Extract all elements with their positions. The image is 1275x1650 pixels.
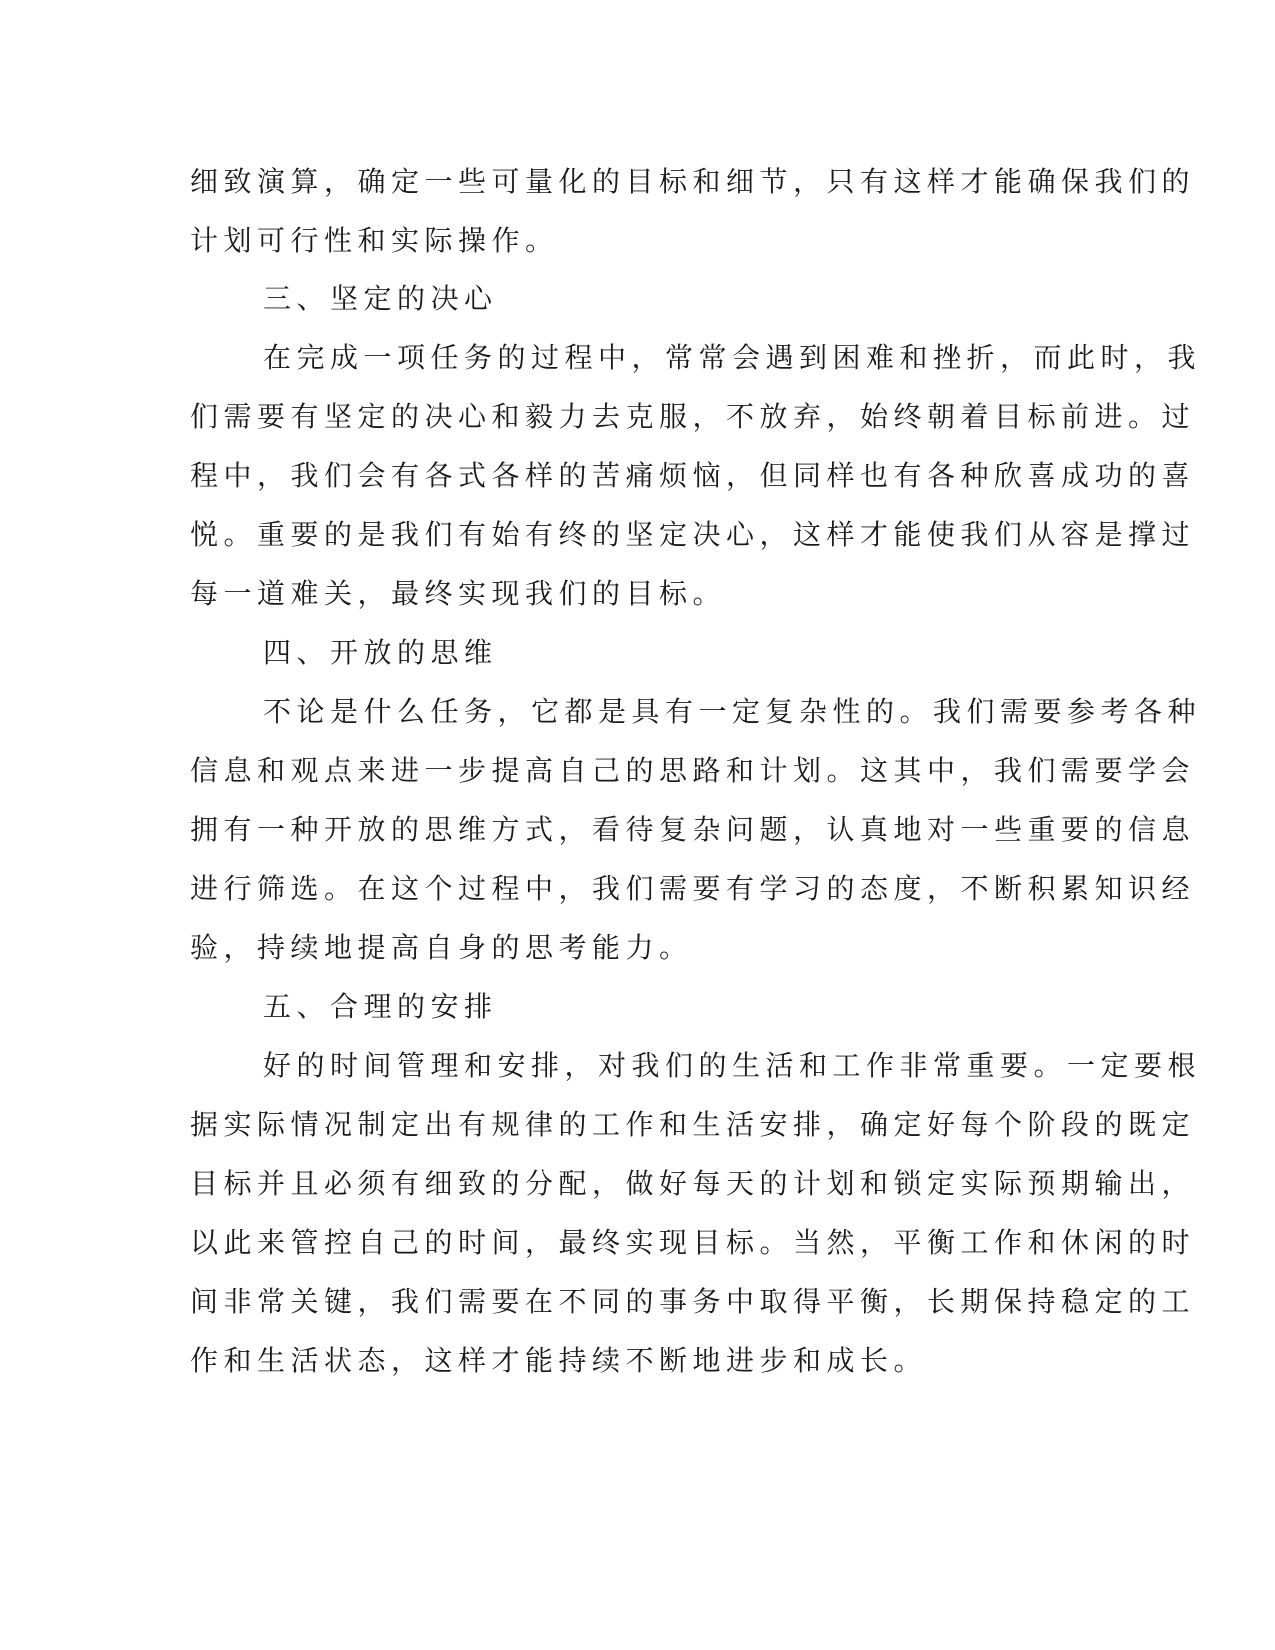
paragraph-line: 拥有一种开放的思维方式，看待复杂问题，认真地对一些重要的信息 bbox=[190, 813, 1196, 846]
paragraph-line: 不论是什么任务，它都是具有一定复杂性的。我们需要参考各种 bbox=[263, 695, 1202, 728]
paragraph-line: 程中，我们会有各式各样的苦痛烦恼，但同样也有各种欣喜成功的喜 bbox=[190, 459, 1196, 492]
paragraph-line: 间非常关键，我们需要在不同的事务中取得平衡，长期保持稳定的工 bbox=[190, 1285, 1196, 1318]
paragraph-line: 每一道难关，最终实现我们的目标。 bbox=[190, 577, 727, 610]
paragraph-line: 们需要有坚定的决心和毅力去克服，不放弃，始终朝着目标前进。过 bbox=[190, 400, 1196, 433]
section-heading-3: 三、坚定的决心 bbox=[263, 282, 498, 315]
paragraph-line: 在完成一项任务的过程中，常常会遇到困难和挫折，而此时，我 bbox=[263, 341, 1202, 374]
paragraph-line: 据实际情况制定出有规律的工作和生活安排，确定好每个阶段的既定 bbox=[190, 1108, 1196, 1141]
paragraph-line: 以此来管控自己的时间，最终实现目标。当然，平衡工作和休闲的时 bbox=[190, 1226, 1196, 1259]
section-heading-5: 五、合理的安排 bbox=[263, 990, 498, 1023]
paragraph-line: 好的时间管理和安排，对我们的生活和工作非常重要。一定要根 bbox=[263, 1049, 1202, 1082]
paragraph-line: 信息和观点来进一步提高自己的思路和计划。这其中，我们需要学会 bbox=[190, 754, 1196, 787]
paragraph-line: 验，持续地提高自身的思考能力。 bbox=[190, 931, 693, 964]
section-heading-4: 四、开放的思维 bbox=[263, 636, 498, 669]
paragraph-line: 作和生活状态，这样才能持续不断地进步和成长。 bbox=[190, 1344, 928, 1377]
paragraph-line: 细致演算，确定一些可量化的目标和细节，只有这样才能确保我们的 bbox=[190, 165, 1196, 198]
paragraph-line: 目标并且必须有细致的分配，做好每天的计划和锁定实际预期输出， bbox=[190, 1167, 1196, 1200]
paragraph-line: 悦。重要的是我们有始有终的坚定决心，这样才能使我们从容是撑过 bbox=[190, 518, 1196, 551]
paragraph-line: 进行筛选。在这个过程中，我们需要有学习的态度，不断积累知识经 bbox=[190, 872, 1196, 905]
paragraph-line: 计划可行性和实际操作。 bbox=[190, 224, 559, 257]
